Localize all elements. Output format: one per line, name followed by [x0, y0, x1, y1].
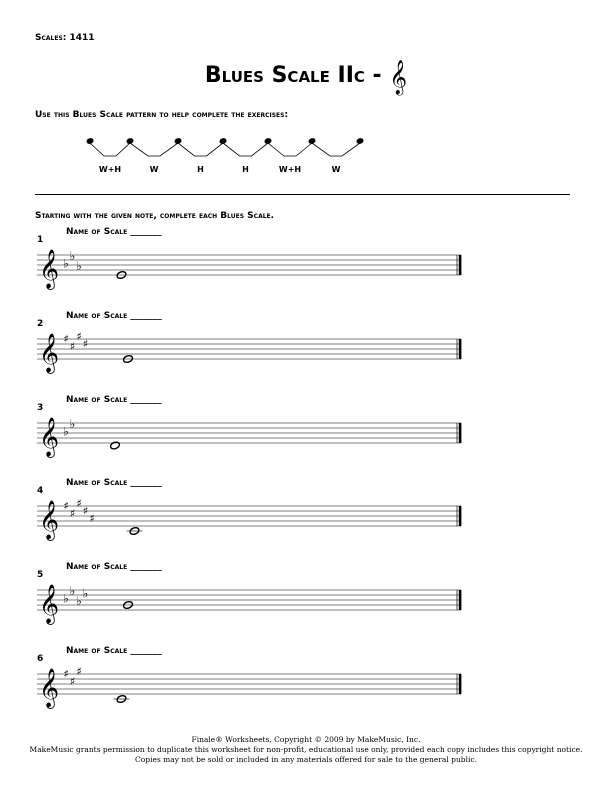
title-text: Blues Scale IIc -: [204, 63, 382, 88]
sharp-icon: ♯: [69, 340, 76, 353]
flat-icon: ♭: [63, 591, 69, 606]
pattern-step-label: H: [242, 165, 249, 174]
exercise-number: 2: [37, 319, 44, 329]
exercise: [0, 646, 612, 722]
pattern-note: [264, 137, 273, 145]
flat-icon: ♭: [69, 417, 76, 431]
flat-icon: ♭: [76, 259, 82, 273]
pattern-note: [174, 137, 183, 145]
pattern-step-label: W: [149, 165, 159, 174]
flat-icon: ♭: [69, 249, 76, 263]
pattern-step-label: W+H: [98, 165, 122, 174]
scale-name-field[interactable]: Name of Scale _______: [66, 562, 162, 572]
exercise: [0, 478, 612, 554]
treble-clef-icon: 𝄞: [39, 333, 60, 373]
exercise-number: 1: [37, 235, 44, 245]
music-staff: [0, 568, 612, 638]
divider: [35, 194, 570, 195]
page-id: Scales: 1411: [35, 33, 95, 43]
pattern-step-label: H: [197, 165, 204, 174]
final-barline: [459, 506, 462, 526]
flat-icon: ♭: [63, 424, 69, 439]
flat-icon: ♭: [76, 594, 82, 608]
footer: [0, 735, 612, 765]
pattern-connector: [130, 143, 178, 156]
flat-icon: ♭: [69, 584, 76, 598]
exercise-number: 5: [37, 570, 44, 580]
scale-name-field[interactable]: Name of Scale _______: [66, 311, 162, 321]
treble-clef-icon: 𝄞: [39, 417, 60, 457]
final-barline: [459, 255, 462, 275]
pattern-note: [356, 137, 365, 145]
final-barline: [459, 423, 462, 443]
final-barline: [459, 674, 462, 694]
sharp-icon: ♯: [76, 665, 82, 678]
exercise: [0, 562, 612, 638]
scale-name-field[interactable]: Name of Scale _______: [66, 395, 162, 405]
blues-scale-pattern-diagram: [0, 125, 612, 185]
exercise-number: 4: [37, 486, 44, 496]
treble-clef-icon: 𝄞: [39, 668, 60, 708]
pattern-connector: [90, 143, 130, 156]
final-barline: [459, 590, 462, 610]
pattern-connector: [223, 143, 268, 156]
treble-clef-icon: 𝄞: [39, 500, 60, 540]
music-staff: [0, 317, 612, 387]
footer-copyright: Finale® Worksheets, Copyright © 2009 by MakeMusic, Inc.: [191, 735, 421, 744]
page-title: [0, 60, 612, 95]
sharp-icon: ♯: [82, 504, 89, 518]
pattern-note: [86, 137, 95, 145]
pattern-connector: [178, 143, 223, 156]
pattern-note: [126, 137, 135, 145]
sharp-icon: ♯: [63, 332, 69, 346]
pattern-connector: [268, 143, 312, 156]
exercise-number: 3: [37, 403, 44, 413]
exercise: [0, 311, 612, 387]
exercise: [0, 227, 612, 303]
sharp-icon: ♯: [63, 499, 69, 513]
sharp-icon: ♯: [69, 507, 76, 520]
treble-clef-icon: 𝄞: [39, 584, 60, 624]
music-staff: [0, 652, 612, 722]
final-barline: [459, 339, 462, 359]
flat-icon: ♭: [63, 256, 69, 271]
sharp-icon: ♯: [89, 512, 95, 525]
footer-restriction: Copies may not be sold or included in any materials offered for sale to the general public.: [135, 755, 477, 764]
pattern-note: [219, 137, 228, 145]
pattern-step-label: W+H: [278, 165, 302, 174]
music-staff: [0, 484, 612, 554]
pattern-step-label: W: [331, 165, 341, 174]
scale-name-field[interactable]: Name of Scale _______: [66, 227, 162, 237]
sharp-icon: ♯: [76, 330, 82, 343]
sharp-icon: ♯: [63, 667, 69, 681]
pattern-connector: [312, 143, 360, 156]
scale-name-field[interactable]: Name of Scale _______: [66, 478, 162, 488]
sharp-icon: ♯: [82, 337, 89, 351]
scale-name-field[interactable]: Name of Scale _______: [66, 646, 162, 656]
given-note: [110, 441, 121, 450]
treble-clef-icon: 𝄞: [39, 249, 60, 289]
footer-permission: MakeMusic grants permission to duplicate this worksheet for non-profit, educational use only, provided each copy includes this copyright notice.: [29, 745, 583, 754]
sharp-icon: ♯: [69, 675, 76, 688]
exercise: [0, 395, 612, 471]
sharp-icon: ♯: [76, 497, 82, 510]
music-staff: [0, 401, 612, 471]
flat-icon: ♭: [82, 586, 89, 601]
treble-clef-icon: 𝄞: [389, 60, 408, 95]
pattern-note: [308, 137, 317, 145]
exercise-number: 6: [37, 654, 44, 664]
music-staff: [0, 233, 612, 303]
pattern-instruction: Use this Blues Scale pattern to help complete the exercises:: [35, 110, 289, 120]
exercise-instruction: Starting with the given note, complete each Blues Scale.: [35, 211, 275, 221]
